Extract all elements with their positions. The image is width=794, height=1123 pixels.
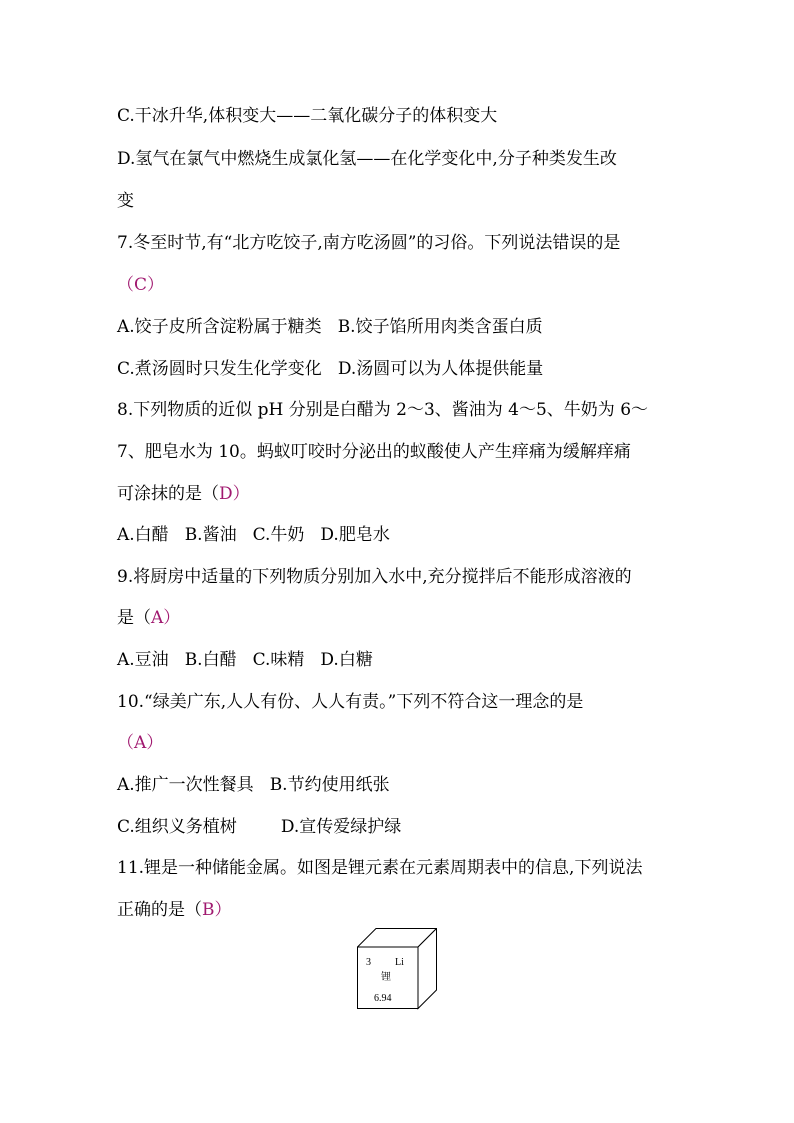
q9-option-d: D.白糖	[320, 650, 373, 670]
q10-option-a: A.推广一次性餐具	[117, 775, 254, 795]
q9-answer-close: ）	[163, 608, 181, 628]
q7-options-ab	[117, 315, 697, 339]
q8-answer-close: ）	[232, 484, 250, 504]
q8-option-c: C.牛奶	[252, 525, 305, 545]
q10-option-c: C.组织义务植树	[117, 817, 237, 837]
element-symbol: Li	[395, 957, 404, 968]
q7-answer-close: ）	[147, 275, 165, 295]
q8-option-d: D.肥皂水	[320, 525, 390, 545]
q6-option-c	[117, 104, 697, 128]
q7-answer-open: （	[117, 275, 134, 295]
q7-answer-line	[117, 273, 697, 297]
q10-answer-close: ）	[146, 733, 164, 753]
q10-line1	[117, 690, 697, 714]
q9-line2	[117, 606, 697, 630]
q10-answer-line	[117, 731, 697, 755]
q11-answer-close: ）	[214, 900, 232, 920]
q11-stem-text-1: 11.锂是一种储能金属。如图是锂元素在元素周期表中的信息,下列说法	[117, 858, 643, 878]
element-card-cube	[357, 928, 437, 1010]
q8-line1	[117, 398, 697, 422]
q8-line2	[117, 440, 697, 464]
q6-option-c-text: C.干冰升华,体积变大——二氧化碳分子的体积变大	[117, 106, 498, 126]
q6-option-d-text: D.氢气在氯气中燃烧生成氯化氢——在化学变化中,分子种类发生改	[117, 149, 617, 169]
q8-option-a: A.白醋	[117, 525, 169, 545]
q8-stem-text-1: 8.下列物质的近似 pH 分别是白醋为 2～3、酱油为 4～5、牛奶为 6～	[117, 400, 649, 420]
lithium-element-card	[357, 928, 437, 1010]
q9-option-a: A.豆油	[117, 650, 169, 670]
q10-option-d: D.宣传爱绿护绿	[280, 817, 402, 837]
q11-answer: B	[202, 900, 215, 920]
q7-stem	[117, 231, 697, 255]
q7-stem-text: 7.冬至时节,有“北方吃饺子,南方吃汤圆”的习俗。下列说法错误的是	[117, 233, 621, 253]
q10-answer-open: （	[117, 733, 134, 753]
q9-answer: A	[151, 608, 164, 628]
q9-option-c: C.味精	[252, 650, 305, 670]
q8-stem-text-3: 可涂抹的是（	[117, 484, 219, 504]
q9-option-b: B.白醋	[184, 650, 237, 670]
q6-option-d-text-cont: 变	[117, 191, 134, 211]
q7-answer: C	[134, 275, 148, 295]
q7-option-c: C.煮汤圆时只发生化学变化	[117, 359, 322, 379]
q6-option-d-line1	[117, 147, 697, 171]
element-atomic-mass: 6.94	[374, 993, 392, 1004]
q10-option-b: B.节约使用纸张	[269, 775, 390, 795]
q9-stem-text-2: 是（	[117, 608, 151, 628]
element-atomic-number: 3	[366, 957, 371, 968]
q8-option-b: B.酱油	[184, 525, 237, 545]
q7-option-d: D.汤圆可以为人体提供能量	[337, 359, 544, 379]
q10-stem-text: 10.“绿美广东,人人有份、人人有责。”下列不符合这一理念的是	[117, 692, 584, 712]
q6-option-d-line2	[117, 189, 697, 213]
q8-line3	[117, 482, 697, 506]
q7-options-cd	[117, 357, 697, 381]
q11-line1	[117, 856, 697, 880]
q11-line2	[117, 898, 697, 922]
q8-answer: D	[219, 484, 233, 504]
q9-line1	[117, 565, 697, 589]
q7-option-b: B.饺子馅所用肉类含蛋白质	[337, 317, 543, 337]
q10-options-cd	[117, 815, 697, 839]
element-name: 锂	[381, 972, 391, 983]
q11-stem-text-2: 正确的是（	[117, 900, 202, 920]
q8-stem-text-2: 7、肥皂水为 10。蚂蚁叮咬时分泌出的蚁酸使人产生痒痛为缓解痒痛	[117, 442, 631, 462]
q8-options	[117, 523, 697, 547]
q9-options	[117, 648, 697, 672]
q10-options-ab	[117, 773, 697, 797]
q9-stem-text-1: 9.将厨房中适量的下列物质分别加入水中,充分搅拌后不能形成溶液的	[117, 567, 632, 587]
q7-option-a: A.饺子皮所含淀粉属于糖类	[117, 317, 322, 337]
q10-answer: A	[134, 733, 147, 753]
